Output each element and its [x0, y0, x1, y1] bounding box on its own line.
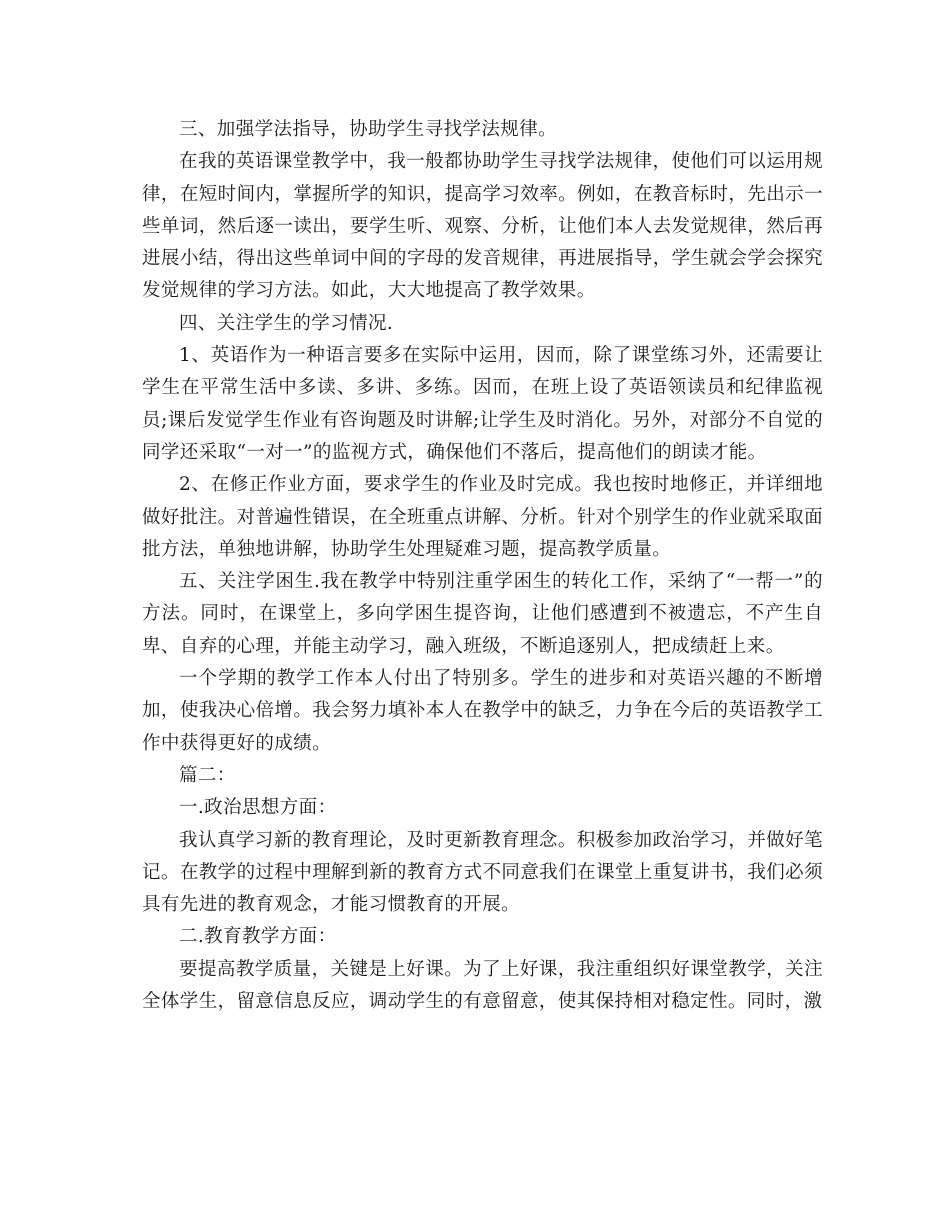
- part-heading: 篇二：: [179, 764, 236, 786]
- paragraph: 在我的英语课堂教学中，我一般都协助学生寻找学法规律，使他们可以运用规律，在短时间内，掌握所学的知识，提高学习效率。例如，在教音标时，先出示一些单词，然后逐一读出，要学生听、观察、分析，让他们本人去发觉规律，然后再进展小结，得出这些单词中间的字母的发音规律，再进展指导，学生就会学会探究发觉规律的学习方法。如此，大大地提高了教学效果。: [142, 151, 823, 302]
- paragraph: 我认真学习新的教育理论，及时更新教育理念。积极参加政治学习，并做好笔记。在教学的过程中理解到新的教育方式不同意我们在课堂上重复讲书，我们必须具有先进的教育观念，才能习惯教育的开展。: [142, 829, 823, 916]
- paragraph: 1、英语作为一种语言要多在实际中运用，因而，除了课堂练习外，还需要让学生在平常生活中多读、多讲、多练。因而，在班上设了英语领读员和纪律监视员;课后发觉学生作业有咨询题及时讲解;让学生及时消化。另外，对部分不自觉的同学还采取“一对一”的监视方式，确保他们不落后，提高他们的朗读才能。: [142, 345, 823, 463]
- paragraph: 五、关注学困生.我在教学中特别注重学困生的转化工作，采纳了“一帮一”的方法。同时，在课堂上，多向学困生提咨询，让他们感遭到不被遗忘，不产生自卑、自弃的心理，并能主动学习，融入班级，不断追逐别人，把成绩赶上来。: [142, 571, 823, 657]
- document-body: [142, 114, 823, 1018]
- section-heading-3: 三、加强学法指导，协助学生寻找学法规律。: [179, 119, 558, 140]
- paragraph: 2、在修正作业方面，要求学生的作业及时完成。我也按时地修正，并详细地做好批注。对普遍性错误，在全班重点讲解、分析。针对个别学生的作业就采取面批方法，单独地讲解，协助学生处理疑难习题，提高教学质量。: [142, 474, 823, 560]
- section-heading-2: 二.教育教学方面：: [179, 926, 337, 948]
- section-heading-4: 四、关注学生的学习情况.: [179, 312, 394, 334]
- paragraph: 一个学期的教学工作本人付出了特别多。学生的进步和对英语兴趣的不断增加，使我决心倍增。我会努力填补本人在教学中的缺乏，力争在今后的英语教学工作中获得更好的成绩。: [142, 668, 823, 754]
- paragraph: 要提高教学质量，关键是上好课。为了上好课，我注重组织好课堂教学，关注全体学生，留意信息反应，调动学生的有意留意，使其保持相对稳定性。同时，激: [142, 958, 823, 1013]
- section-heading-1: 一.政治思想方面：: [179, 797, 337, 819]
